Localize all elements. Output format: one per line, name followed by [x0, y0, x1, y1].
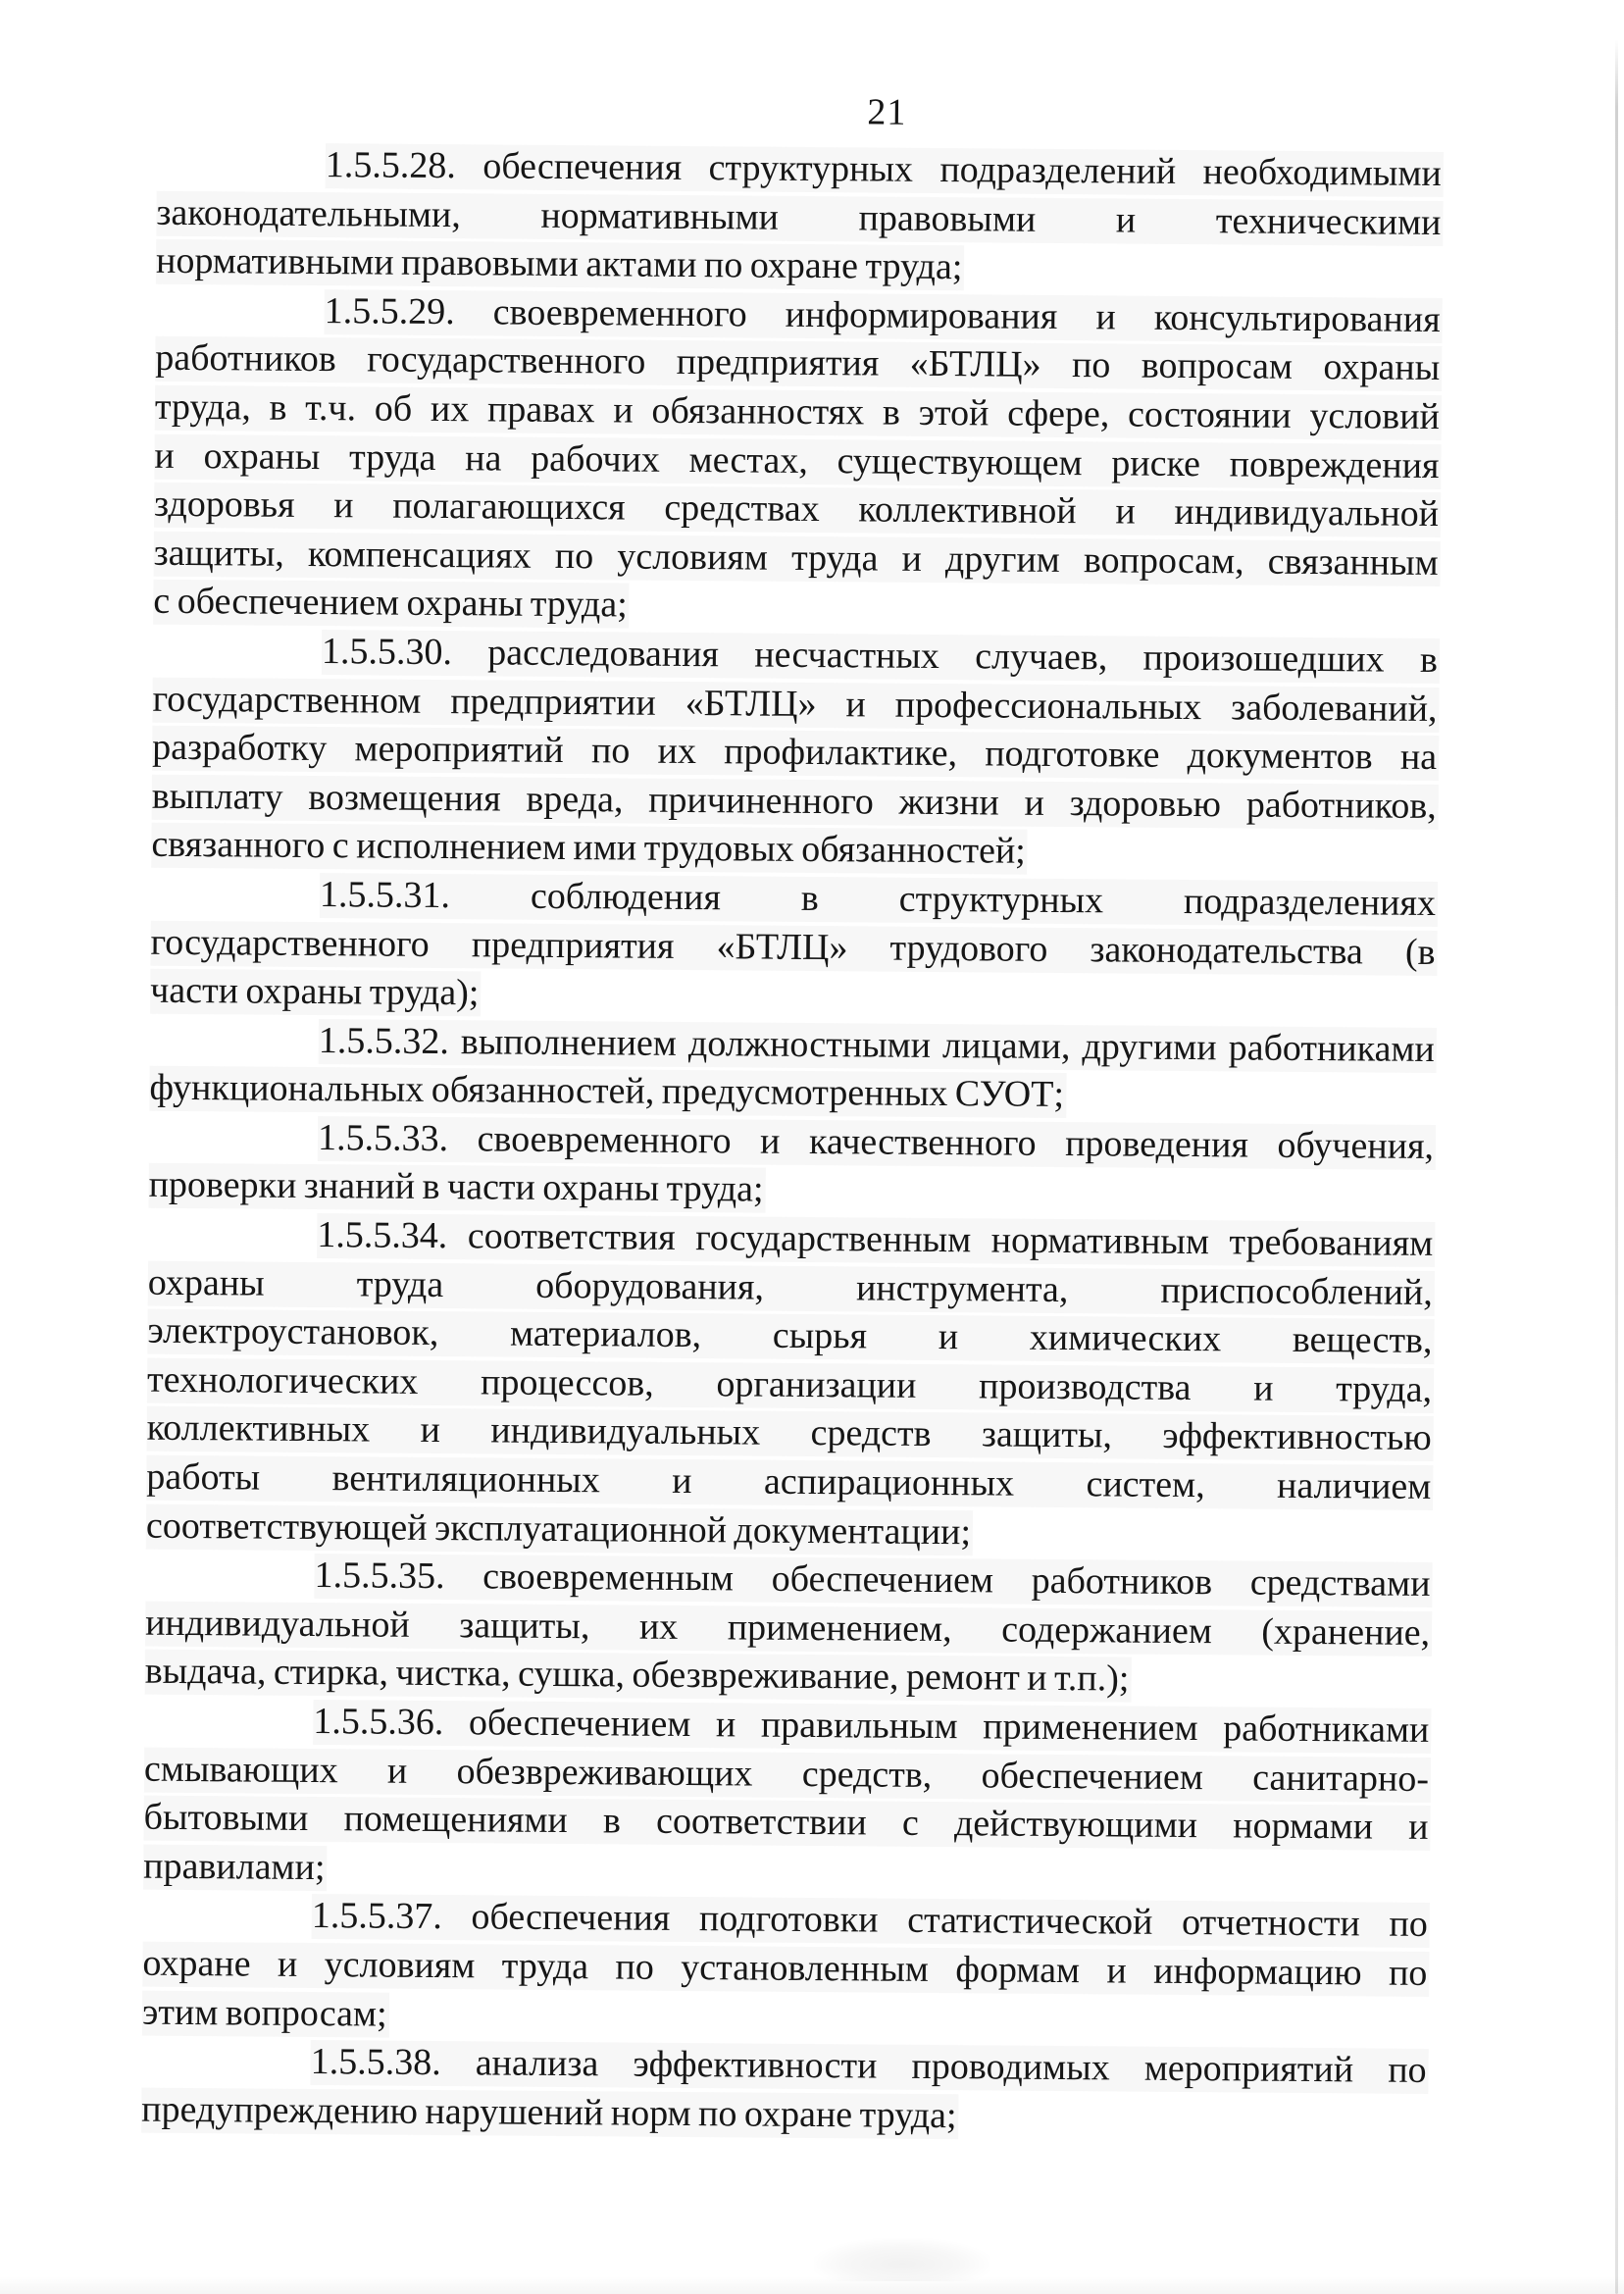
text-line-content: здоровья и полагающихся средствах коллективной и индивидуальной — [154, 483, 1441, 537]
scan-smudge-artifact — [814, 2238, 990, 2281]
text-line-content: 1.5.5.37. обеспечения подготовки статистической отчетности по — [312, 1894, 1430, 1948]
document-body — [141, 140, 1444, 2145]
paragraph — [141, 2037, 1429, 2144]
text-line-content: охране и условиям труда по установленным формам и информацию по — [142, 1942, 1429, 1997]
text-line-content: выплату возмещения вреда, причиненного жизни и здоровью работников, — [152, 774, 1439, 829]
text-line-content: 1.5.5.28. обеспечения структурных подразделений необходимыми — [326, 143, 1444, 197]
scan-edge-artifact — [1615, 39, 1618, 2294]
paragraph — [142, 1891, 1430, 2047]
text-line-content: выдача, стирка, чистка, сушка, обезвреживание, ремонт и т.п.); — [145, 1650, 1132, 1703]
text-line — [143, 1794, 1430, 1853]
text-line-content: части охраны труда); — [150, 969, 482, 1017]
text-line-content: 1.5.5.33. своевременного и качественного проведения обучения, — [318, 1116, 1436, 1170]
text-line-content: 1.5.5.38. анализа эффективности проводимых мероприятий по — [310, 2040, 1428, 2094]
text-line-content: смывающих и обезвреживающих средств, обеспечением санитарно- — [144, 1747, 1431, 1802]
text-line — [141, 2085, 1428, 2144]
text-line-content: предупреждению нарушений норм по охране труда; — [141, 2087, 959, 2139]
text-line-content: коллективных и индивидуальных средств защиты, эффективностью — [147, 1406, 1434, 1461]
paragraph — [153, 285, 1443, 636]
text-line-content: технологических процессов, организации производства и труда, — [147, 1358, 1434, 1413]
text-line-content: 1.5.5.30. расследования несчастных случаев, произошедших в — [322, 630, 1440, 684]
paragraph — [156, 140, 1444, 296]
paragraph — [150, 870, 1438, 1026]
text-line-content: работы вентиляционных и аспирационных систем, наличием — [146, 1455, 1433, 1510]
text-line-content: охраны труда оборудования, инструмента, приспособлений, — [148, 1260, 1435, 1315]
text-line-content: защиты, компенсациях по условиям труда и другим вопросам, связанным — [154, 531, 1441, 586]
text-line-content: законодательными, нормативными правовыми и техническими — [156, 190, 1443, 245]
paragraph — [148, 1113, 1436, 1220]
text-line-content: правилами; — [143, 1844, 328, 1890]
text-line-content: проверки знаний в части охраны труда; — [148, 1163, 765, 1213]
paragraph — [145, 1551, 1433, 1707]
paragraph — [149, 1015, 1437, 1122]
text-line-content: 1.5.5.36. обеспечением и правильным применением работниками — [313, 1700, 1431, 1754]
text-line-content: связанного с исполнением ими трудовых обязанностей; — [151, 823, 1028, 875]
text-line-content: и охраны труда на рабочих местах, существующем риске повреждения — [154, 433, 1441, 488]
text-line-content: 1.5.5.34. соответствия государственным нормативным требованиям — [317, 1213, 1435, 1267]
text-line-content: государственном предприятии «БТЛЦ» и профессиональных заболеваний, — [152, 677, 1439, 732]
paragraph — [151, 627, 1440, 880]
text-line-content: работников государственного предприятия «БТЛЦ» по вопросам охраны — [155, 336, 1442, 391]
text-line-content: соответствующей эксплуатационной документации; — [146, 1504, 973, 1555]
page-number: 21 — [867, 91, 907, 133]
text-line-content: бытовыми помещениями в соответствии с действующими нормами и — [143, 1796, 1430, 1851]
text-line-content: государственного предприятия «БТЛЦ» трудового законодательства (в — [150, 920, 1437, 975]
text-line-content: 1.5.5.35. своевременным обеспечением работников средствами — [314, 1554, 1432, 1607]
text-line-content: 1.5.5.29. своевременного информирования и консультирования — [324, 289, 1442, 343]
scan-bottom-edge — [0, 2276, 1624, 2294]
text-line-content: функциональных обязанностей, предусмотренных СУОТ; — [149, 1066, 1066, 1118]
text-line-content: 1.5.5.32. выполнением должностными лицами, другими работниками — [319, 1019, 1437, 1073]
text-line-content: с обеспечением охраны труда; — [153, 580, 630, 629]
text-line-content: 1.5.5.31. соблюдения в структурных подразделениях — [320, 873, 1438, 927]
text-line-content: этим вопросам; — [142, 1990, 389, 2037]
text-line-content: электроустановок, материалов, сырья и химических веществ, — [147, 1309, 1434, 1364]
text-line-content: индивидуальной защиты, их применением, содержанием (хранение, — [145, 1601, 1432, 1656]
paragraph — [146, 1210, 1436, 1560]
text-line-content: разработку мероприятий по их профилактике, подготовке документов на — [152, 726, 1439, 781]
text-line-content: труда, в т.ч. об их правах и обязанностях в этой сфере, состоянии условий — [155, 385, 1442, 440]
text-line-content: нормативными правовыми актами по охране труда; — [156, 239, 965, 290]
paragraph — [143, 1697, 1432, 1902]
